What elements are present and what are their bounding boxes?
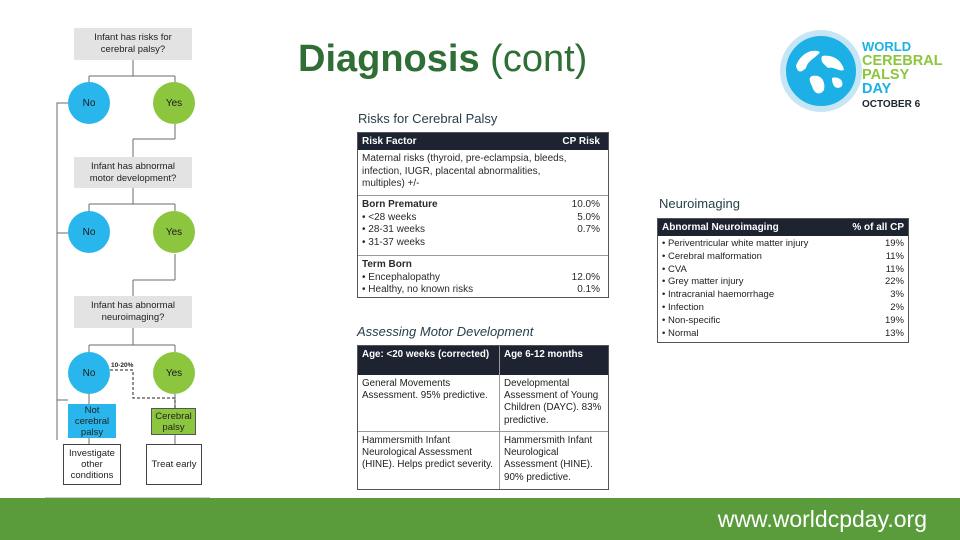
flow-question-motor: Infant has abnormal motor development? (74, 157, 192, 188)
neuroimaging-table (657, 218, 909, 343)
flow-investigate-box: Investigate other conditions (63, 444, 121, 485)
motor-table-label: Assessing Motor Development (357, 324, 534, 339)
term-item: • Encephalopathy (362, 271, 441, 283)
flow-question-risks: Infant has risks for cerebral palsy? (74, 28, 192, 60)
premature-item: • 31-37 weeks (362, 236, 425, 248)
slide-title-rest: (cont) (479, 38, 588, 80)
neuro-row-label: • Non-specific (662, 314, 721, 326)
neuro-row-label: • Infection (662, 301, 704, 313)
footer-bar (0, 498, 960, 540)
flow-yes-node: Yes (153, 352, 195, 394)
neuro-row-value: 19% (884, 238, 904, 249)
premature-total: 10.0% (571, 199, 600, 210)
motor-header-early: Age: <20 weeks (corrected) (358, 346, 500, 375)
motor-assessment-table (357, 345, 609, 490)
term-title: Term Born (362, 259, 412, 270)
neuro-row (658, 328, 908, 341)
premature-item: • 28-31 weeks (362, 224, 425, 235)
risk-maternal-row: Maternal risks (thyroid, pre-eclampsia, bleeds, infection, IUGR, placental abnormalities, multiples) +/- (358, 150, 608, 196)
neuro-row-value: 3% (890, 289, 904, 301)
premature-item: • <28 weeks (362, 211, 417, 223)
neuro-row-value: 11% (885, 250, 904, 262)
neuro-table-header (658, 219, 908, 236)
flow-percent-label: 10-20% (111, 362, 134, 369)
flow-no-node: No (68, 352, 110, 394)
flow-not-cp-box: Not cerebral palsy (68, 404, 116, 438)
neuro-row (658, 238, 908, 251)
neuro-row-label: • CVA (662, 263, 687, 275)
risk-header-cp: CP Risk (562, 136, 600, 147)
risk-header-factor: Risk Factor (362, 136, 417, 147)
neuro-row-label: • Periventricular white matter injury (662, 238, 809, 249)
logo-line-palsy: PALSY (862, 67, 910, 83)
risk-factor-table (357, 132, 609, 298)
term-item: • Healthy, no known risks (362, 284, 474, 295)
neuro-header-abnormal: Abnormal Neuroimaging (662, 222, 779, 233)
flow-question-neuroimaging: Infant has abnormal neuroimaging? (74, 296, 192, 328)
neuro-row-value: 13% (884, 327, 904, 339)
neuro-row (658, 251, 908, 264)
motor-cell: General Movements Assessment. 95% predictive. (358, 375, 500, 432)
neuro-row (658, 302, 908, 315)
neuro-row-value: 11% (885, 263, 904, 275)
logo-date: OCTOBER 6 (862, 99, 921, 110)
term-value: 12.0% (571, 271, 600, 283)
neuro-row-label: • Grey matter injury (662, 276, 744, 288)
neuro-row (658, 276, 908, 289)
footer-url[interactable]: www.worldcpday.org (717, 506, 927, 532)
premature-value: 0.7% (577, 224, 600, 235)
slide-title-bold: Diagnosis (298, 38, 480, 80)
flow-treat-box: Treat early (146, 444, 202, 485)
motor-header-late: Age 6-12 months (500, 346, 608, 375)
risk-term-row (358, 256, 608, 298)
neuro-row-value: 2% (890, 301, 904, 313)
premature-title: Born Premature (362, 199, 438, 210)
neuro-row-value: 19% (884, 314, 904, 326)
flow-yes-node: Yes (153, 211, 195, 253)
neuro-row (658, 289, 908, 302)
term-value: 0.1% (577, 284, 600, 295)
globe-icon (780, 30, 862, 112)
logo-line-day: DAY (862, 81, 892, 97)
premature-value (600, 237, 604, 250)
flow-cp-box: Cerebral palsy (151, 408, 196, 435)
flow-yes-node: Yes (153, 82, 195, 124)
risk-premature-row (358, 196, 608, 256)
neuro-header-pct: % of all CP (852, 222, 904, 233)
motor-cell: Hammersmith Infant Neurological Assessment (HINE). 90% predictive. (504, 435, 593, 483)
neuro-row-label: • Cerebral malformation (662, 250, 762, 262)
neuro-row-value: 22% (884, 276, 904, 288)
premature-value: 5.0% (577, 211, 600, 223)
neuro-row-label: • Intracranial haemorrhage (662, 289, 775, 301)
neuro-row (658, 315, 908, 328)
flow-no-node: No (68, 82, 110, 124)
cp-diagnosis-flowchart (0, 0, 215, 500)
world-cp-day-logo (778, 28, 943, 118)
motor-cell: Developmental Assessment of Young Children (DAYC). 83% predictive. (500, 375, 608, 432)
flow-no-node: No (68, 211, 110, 253)
neuro-table-label: Neuroimaging (659, 196, 740, 211)
risk-table-header (358, 133, 608, 150)
risk-table-label: Risks for Cerebral Palsy (358, 111, 498, 126)
logo-line-world: WORLD (862, 39, 912, 54)
neuro-row-label: • Normal (662, 327, 699, 339)
logo-line-cerebral: CEREBRAL (862, 53, 943, 69)
slide-title (298, 38, 587, 81)
neuro-row (658, 264, 908, 277)
motor-cell: Hammersmith Infant Neurological Assessment (HINE). Helps predict severity. (358, 432, 500, 490)
